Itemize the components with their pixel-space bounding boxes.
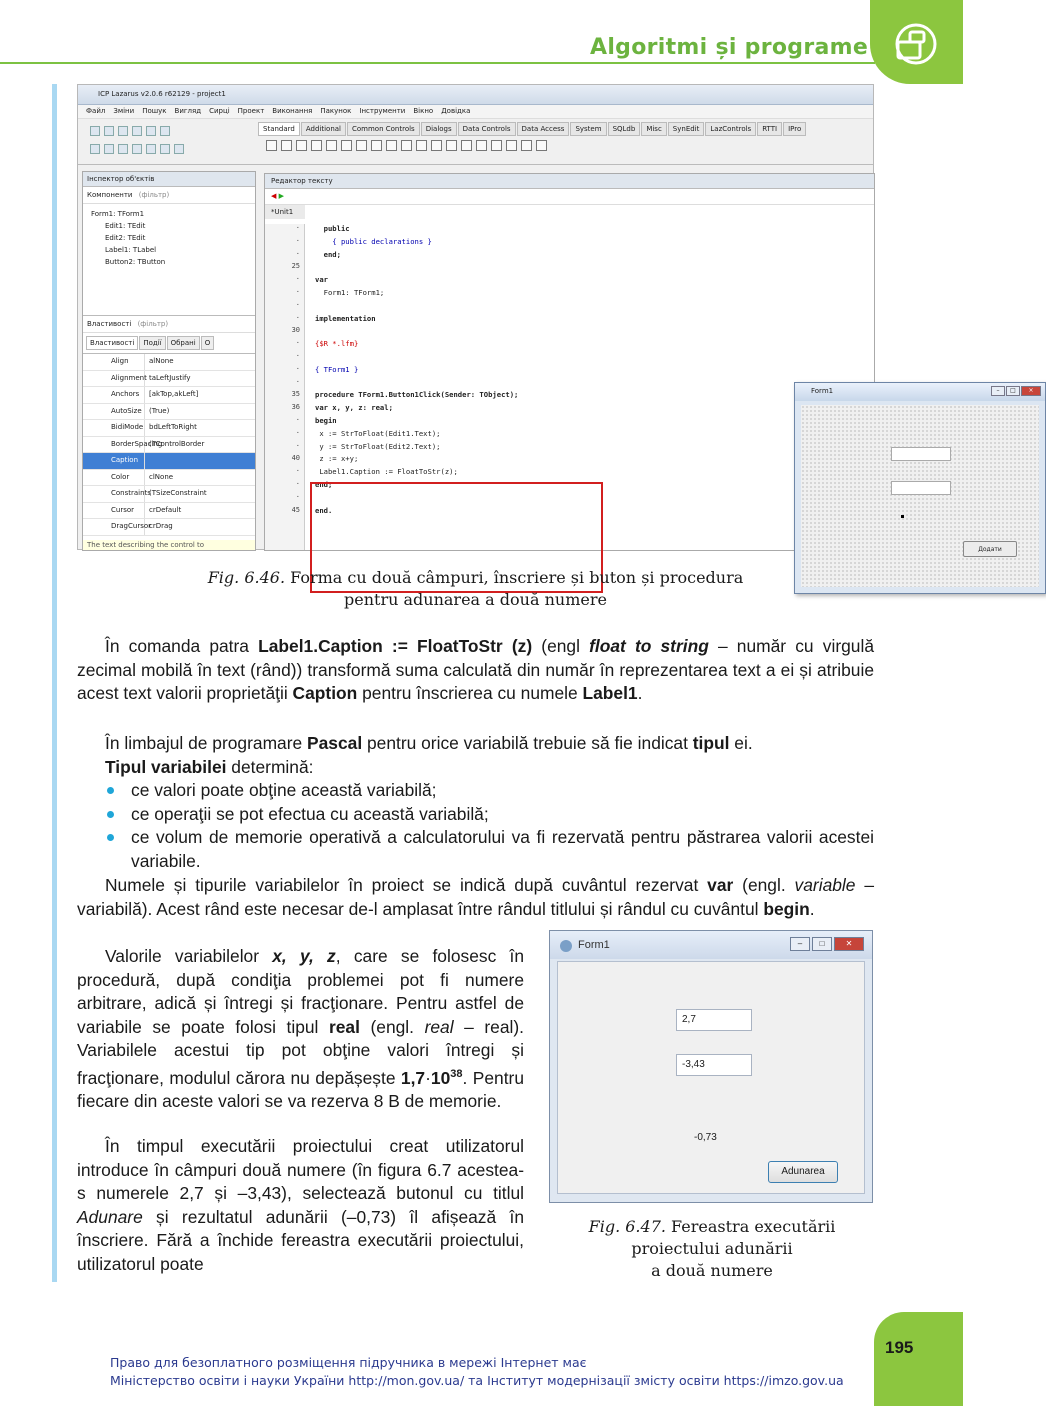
code-line[interactable]: procedure TForm1.Button1Click(Sender: TObject); (315, 390, 519, 400)
maximize-icon[interactable]: □ (1006, 386, 1020, 396)
property-row[interactable] (83, 354, 255, 371)
bullet-icon (107, 811, 114, 818)
menu-item[interactable]: Інструменти (359, 107, 406, 115)
window-title: Form1 (550, 931, 872, 959)
speed-buttons (78, 119, 258, 164)
paragraph: În comanda patra Label1.Caption := FloatToStr (z) (engl float to string – număr cu virgulă zecimal mobilă în text (rând)) transformă suma calculată din număr în reprezentarea text a ei și atribuie acest text valorii proprietăţii Caption pentru înscrierea cu numele Label1. (77, 636, 874, 703)
caption-line: Fereastra executării (671, 1217, 836, 1236)
header-rule (0, 62, 875, 64)
toggle-form-icon[interactable] (146, 126, 156, 136)
form-designer (794, 382, 1046, 594)
paragraph: În limbajul de programare Pascal pentru orice variabilă trebuie să fie indicat tipul ei. (105, 733, 753, 753)
run-icon[interactable] (118, 144, 128, 154)
code-line[interactable]: public (315, 224, 350, 233)
caption-line: proiectului adunării (631, 1239, 793, 1258)
property-value[interactable]: (TSizeConstraint (149, 489, 207, 497)
tree-item[interactable]: Edit2: TEdit (105, 234, 146, 242)
code-line[interactable] (315, 352, 874, 365)
property-row[interactable] (83, 503, 255, 520)
open-icon[interactable] (104, 126, 114, 136)
view-icon[interactable] (160, 126, 170, 136)
list-item: ce valori poate obţine această variabilă; (77, 779, 874, 803)
property-name: DragCursor (83, 519, 145, 535)
minimize-icon[interactable]: – (991, 386, 1005, 396)
scrollbar-component-icon[interactable] (446, 140, 457, 151)
tree-item[interactable]: Label1: TLabel (105, 246, 157, 254)
components-filter (83, 187, 255, 204)
combobox-component-icon[interactable] (431, 140, 442, 151)
palette-tab[interactable]: RTTI (757, 122, 782, 136)
property-row[interactable] (83, 387, 255, 404)
palette-tabs (258, 122, 873, 136)
property-value[interactable]: bdLeftToRight (149, 423, 197, 431)
page-number-tab (874, 1312, 963, 1406)
palette-tab[interactable]: LazControls (705, 122, 756, 136)
line-number: 36 (291, 403, 300, 412)
line-number: 25 (291, 262, 300, 271)
menu-item[interactable]: Пошук (142, 107, 167, 115)
code-line[interactable] (315, 378, 874, 391)
new-unit-icon[interactable] (90, 144, 100, 154)
palette-tab[interactable]: SynEdit (668, 122, 705, 136)
line-number: 45 (291, 505, 300, 514)
forward-arrow-icon[interactable]: ▶ (278, 192, 285, 200)
menu-item[interactable]: Файл (86, 107, 106, 115)
palette-tab[interactable]: Misc (641, 122, 666, 136)
property-name: AutoSize (83, 404, 145, 420)
button-component-icon[interactable] (311, 140, 322, 151)
line-number: · (295, 236, 300, 245)
menu-item[interactable]: Проект (237, 107, 265, 115)
property-value[interactable]: crDefault (149, 505, 182, 514)
code-line[interactable] (315, 326, 874, 339)
menu-item[interactable]: Довідка (441, 107, 471, 115)
radiogroup-component-icon[interactable] (476, 140, 487, 151)
pause-icon[interactable] (132, 144, 142, 154)
source-editor (264, 173, 1034, 553)
checkgroup-component-icon[interactable] (491, 140, 502, 151)
edit2-field[interactable] (891, 481, 951, 495)
code-line[interactable]: x := StrToFloat(Edit1.Text); (315, 428, 441, 438)
new-form-icon[interactable] (104, 144, 114, 154)
editor-tab-unit1[interactable]: *Unit1 (265, 205, 305, 219)
property-row[interactable] (83, 519, 255, 536)
bullet-icon (107, 834, 114, 841)
popup-component-icon[interactable] (296, 140, 307, 151)
component-palette (258, 119, 873, 164)
figure-number: Fig. 6.47. (588, 1217, 666, 1236)
add-button[interactable]: Adunarea (768, 1161, 838, 1183)
paragraph: Tipul variabilei determină: (105, 757, 314, 777)
code-line[interactable]: begin (315, 415, 337, 425)
palette-tab[interactable]: Common Controls (347, 122, 420, 136)
save-icon[interactable] (118, 126, 128, 136)
close-icon[interactable]: ✕ (834, 937, 864, 951)
list-item: ce volum de memorie operativă a calculatorului va fi rezervată pentru păstrarea valorii acestei variabile. (77, 826, 874, 873)
components-filter-input[interactable]: (фільтр) (138, 191, 170, 199)
line-number: · (295, 339, 300, 348)
frame-component-icon[interactable] (521, 140, 532, 151)
maximize-icon[interactable]: □ (812, 937, 832, 951)
radio-component-icon[interactable] (401, 140, 412, 151)
line-number: 40 (291, 454, 300, 463)
add-button[interactable]: Додати (963, 541, 1017, 557)
section-title: Algoritmi și programe (590, 35, 869, 60)
palette-tab[interactable]: System (570, 122, 606, 136)
property-value[interactable]: alNone (149, 357, 174, 365)
close-icon[interactable]: × (1021, 386, 1041, 396)
footer-line: Право для безоплатного розміщення підручника в мережі Інтернет має (110, 1355, 587, 1370)
paragraph: Numele și tipurile variabilelor în proiect se indică după cuvântul rezervat var (engl. variable – variabilă). Acest rând este necesar de-l amplasat între rândul titlului și rândul cu cuvântul begin. (77, 875, 874, 919)
palette-tab[interactable]: Dialogs (421, 122, 457, 136)
line-number: · (295, 249, 300, 258)
code-line[interactable]: var x, y, z: real; (315, 403, 393, 413)
code-line[interactable]: end. (315, 505, 333, 515)
property-grid (83, 354, 255, 536)
menu-item[interactable]: Зміни (113, 107, 135, 115)
step-over-icon[interactable] (174, 144, 184, 154)
line-number: · (295, 364, 300, 373)
editor-title: Редактор тексту (265, 174, 874, 189)
app-icon (560, 940, 572, 952)
inspector-tabs (83, 333, 255, 354)
menu-item[interactable]: Виконання (272, 107, 313, 115)
line-number: · (295, 415, 300, 424)
object-inspector (82, 171, 256, 551)
property-row[interactable] (83, 371, 255, 388)
property-row-selected[interactable] (83, 453, 255, 470)
new-icon[interactable] (90, 126, 100, 136)
code-line[interactable]: {$R *.lfm} (315, 339, 359, 349)
figure-number: Fig. 6.46. (207, 568, 286, 587)
palette-icons (258, 136, 873, 155)
toggle-component-icon[interactable] (371, 140, 382, 151)
code-line[interactable]: var (315, 275, 328, 285)
design-grid (801, 405, 1039, 587)
step-into-icon[interactable] (160, 144, 170, 154)
save-all-icon[interactable] (132, 126, 142, 136)
line-number: · (295, 377, 300, 386)
line-number: · (295, 300, 300, 309)
edit1-field[interactable] (891, 447, 951, 461)
property-name: Align (83, 354, 145, 370)
inspector-title: Інспектор об'єктів (83, 172, 255, 187)
code-line[interactable]: y := StrToFloat(Edit2.Text); (315, 441, 441, 451)
line-number: · (295, 275, 300, 284)
property-name: Cursor (83, 503, 145, 519)
property-name: Alignment (83, 371, 145, 387)
palette-tab[interactable]: IPro (783, 122, 806, 136)
paragraph: Valorile variabilelor x, y, z, care se folosesc în procedură, după condiţia problemei pot fi numere arbitrare, adică și întregi și fracţionare. Pentru astfel de variabile se poate folosi tipul real (engl. real – real). Variabilele acestui tip pot obţine valori întregi și fracţionare, modulul cărora nu depășește $1,7\cdot 10^{38}$. Pentru fiecare din aceste valori se va rezerva 8 B de memorie. (77, 946, 525, 1111)
property-name: BorderSpacing (83, 437, 145, 453)
code-line[interactable]: Form1: TForm1; (315, 287, 385, 297)
computer-icon (890, 22, 938, 66)
listbox-component-icon[interactable] (416, 140, 427, 151)
code-line[interactable]: { TForm1 } (315, 364, 359, 374)
property-row[interactable] (83, 420, 255, 437)
palette-tab[interactable]: Additional (301, 122, 346, 136)
edit1-field[interactable]: 2,7 (676, 1009, 752, 1031)
bullet-icon (107, 787, 114, 794)
window-controls (991, 386, 1041, 396)
property-row[interactable] (83, 437, 255, 454)
property-name: Constraints (83, 486, 145, 502)
caption-line: pentru adunarea a două numere (344, 590, 607, 609)
menu-item[interactable]: Пакунок (320, 107, 352, 115)
line-number: · (295, 428, 300, 437)
line-number: · (295, 492, 300, 501)
line-number: · (295, 479, 300, 488)
code-line[interactable] (315, 262, 874, 275)
code-line[interactable]: { public declarations } (315, 236, 432, 246)
edit-component-icon[interactable] (341, 140, 352, 151)
actionlist-component-icon[interactable] (536, 140, 547, 151)
property-row[interactable] (83, 404, 255, 421)
checkbox-component-icon[interactable] (386, 140, 397, 151)
page-number: 195 (885, 1338, 914, 1357)
property-row[interactable] (83, 470, 255, 487)
code-line[interactable]: z := x+y; (315, 454, 359, 464)
edit2-field[interactable]: -3,43 (676, 1054, 752, 1076)
ide-toolbar (78, 119, 873, 165)
ide-titlebar: ICP Lazarus v2.0.6 r62129 - project1 (78, 85, 873, 105)
code-line[interactable]: end; (315, 479, 333, 489)
menu-item[interactable]: Сирці (209, 107, 230, 115)
code-line[interactable]: Label1.Caption := FloatToStr(z); (315, 467, 458, 477)
tab-other[interactable]: О (201, 336, 215, 350)
caption-line: Forma cu două câmpuri, înscriere și buton și procedura (290, 568, 744, 587)
editor-toolbar (265, 189, 874, 205)
memo-component-icon[interactable] (356, 140, 367, 151)
palette-tab[interactable]: Standard (258, 122, 300, 136)
window-controls (790, 937, 864, 951)
menu-component-icon[interactable] (281, 140, 292, 151)
code-line[interactable]: end; (315, 249, 341, 259)
groupbox-component-icon[interactable] (461, 140, 472, 151)
menu-item[interactable]: Вигляд (174, 107, 202, 115)
header-tab (870, 0, 963, 84)
form-designer-title: Form1 (795, 383, 1045, 401)
property-value[interactable] (145, 453, 153, 469)
properties-label: Властивості (87, 320, 132, 328)
palette-tab[interactable]: SQLdb (608, 122, 641, 136)
tree-item[interactable]: Form1: TForm1 (91, 210, 145, 218)
stop-icon[interactable] (146, 144, 156, 154)
tab-properties[interactable]: Властивості (86, 336, 138, 350)
minimize-icon[interactable]: – (790, 937, 810, 951)
line-gutter (265, 224, 305, 550)
property-name: BidiMode (83, 420, 145, 436)
property-name: Anchors (83, 387, 145, 403)
property-value[interactable]: crDrag (149, 522, 173, 530)
ide-screenshot (77, 84, 1034, 553)
line-number: · (295, 224, 300, 232)
line-number: · (295, 287, 300, 296)
property-value[interactable]: taLeftJustify (149, 373, 191, 382)
ide-menubar (78, 105, 873, 119)
property-hint: The text describing the control to (83, 540, 255, 550)
figure-caption-6-47 (549, 1216, 875, 1282)
property-value[interactable]: (True) (149, 406, 170, 415)
tree-item[interactable]: Button2: TButton (105, 258, 166, 266)
code-line[interactable] (315, 301, 874, 314)
running-form-window (549, 930, 873, 1203)
tab-favorites[interactable]: Обрані (167, 336, 200, 350)
line-number: 30 (291, 326, 300, 335)
list-item: ce operaţii se pot efectua cu această variabilă; (77, 803, 874, 827)
footer-line: Міністерство освіти і науки України http://mon.gov.ua/ та Інститут модернізації змісту освіти https://imzo.gov.ua (110, 1373, 844, 1388)
property-value[interactable]: [akTop,akLeft] (149, 390, 199, 398)
property-row[interactable] (83, 486, 255, 503)
form-client-area (557, 961, 865, 1194)
label1-marker[interactable] (901, 515, 904, 518)
result-label: -0,73 (694, 1132, 717, 1143)
line-number: 35 (291, 390, 300, 399)
line-number: · (295, 467, 300, 476)
label-component-icon[interactable] (326, 140, 337, 151)
properties-filter (83, 316, 255, 333)
tree-item[interactable]: Edit1: TEdit (105, 222, 146, 230)
palette-tab[interactable]: Data Access (517, 122, 570, 136)
margin-bar (52, 84, 57, 1282)
property-name: Color (83, 470, 145, 486)
line-number: · (295, 313, 300, 322)
palette-tab[interactable]: Data Controls (458, 122, 516, 136)
code-line[interactable]: implementation (315, 313, 376, 323)
line-number: · (295, 441, 300, 450)
tab-events[interactable]: Події (139, 336, 165, 350)
pointer-icon[interactable] (266, 140, 277, 151)
paragraph: În timpul executării proiectului creat utilizatorul introduce în câmpuri două numere (în figura 6.7 acestea-s numerele 2,7 și –3,43), selectează butonul cu titlul Adunare și rezultatul adunării (–0,73) îl afișează în înscriere. Fără a închide fereastra executării proiectului, utilizatorul poate (77, 1136, 524, 1274)
back-arrow-icon[interactable]: ◀ (271, 192, 277, 200)
component-tree (83, 204, 255, 316)
menu-item[interactable]: Вікно (413, 107, 434, 115)
properties-filter-input[interactable]: (фільтр) (137, 320, 169, 328)
line-number: · (295, 351, 300, 360)
panel-component-icon[interactable] (506, 140, 517, 151)
caption-line: a două numere (651, 1261, 773, 1280)
components-label: Компоненти (87, 191, 133, 199)
figure-caption-6-46 (77, 567, 874, 611)
property-name: Caption (83, 453, 145, 469)
property-value[interactable]: (TControlBorder (149, 439, 205, 448)
property-value[interactable]: clNone (149, 472, 174, 481)
